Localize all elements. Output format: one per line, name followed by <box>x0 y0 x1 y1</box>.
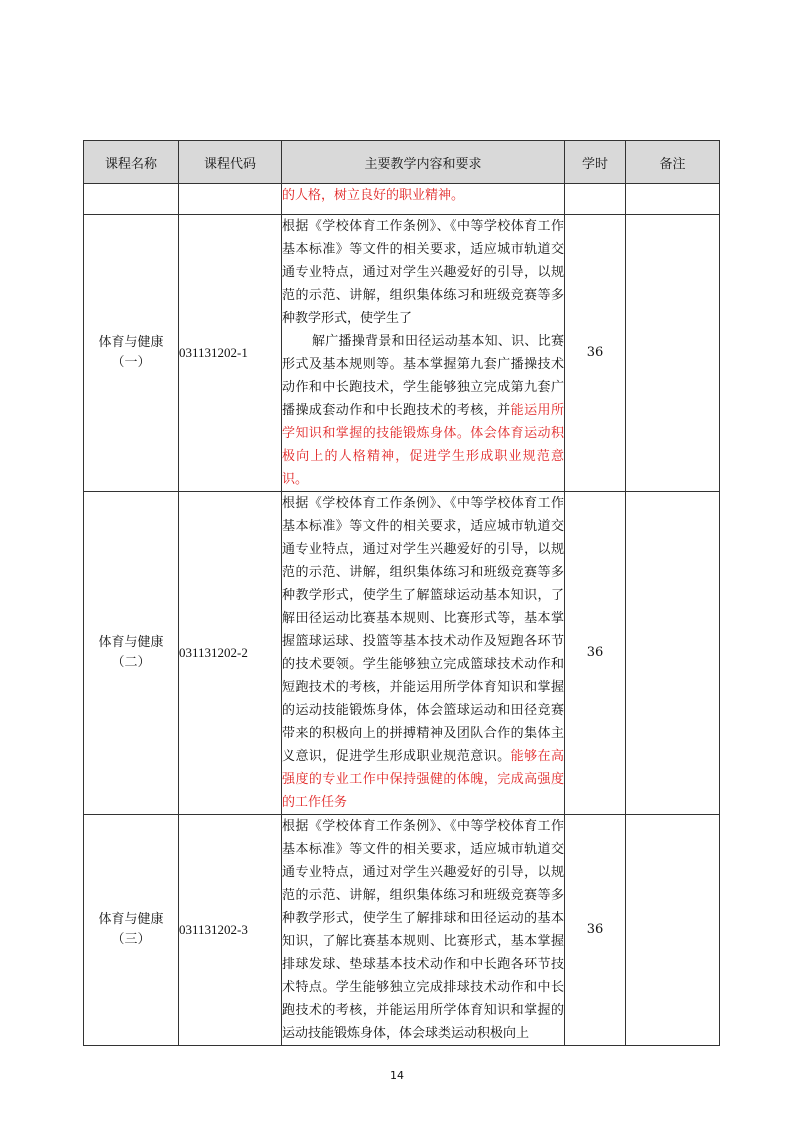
header-hours: 学时 <box>565 141 626 184</box>
header-course-name: 课程名称 <box>84 141 179 184</box>
course-code: 031131202-2 <box>179 492 282 815</box>
continuation-content-cell <box>282 184 565 215</box>
content-red-text: 能运用所学知识和掌握的技能锻炼身体。体会体育运动积极向上的人格精神，促进学生形成职业规范意识。 <box>282 403 564 487</box>
table-row <box>84 815 720 1046</box>
table-row <box>84 215 720 492</box>
course-name: 体育与健康 <box>98 335 164 350</box>
course-code: 031131202-3 <box>179 815 282 1046</box>
course-content <box>282 215 565 492</box>
course-name-suffix: （二） <box>111 655 151 670</box>
continuation-notes-cell <box>626 184 720 215</box>
course-notes <box>626 815 720 1046</box>
course-hours: 36 <box>565 215 626 492</box>
course-notes <box>626 215 720 492</box>
table-row <box>84 492 720 815</box>
course-hours: 36 <box>565 492 626 815</box>
continuation-hours-cell <box>565 184 626 215</box>
course-code: 031131202-1 <box>179 215 282 492</box>
course-name-suffix: （三） <box>111 932 151 947</box>
continuation-row <box>84 184 720 215</box>
course-name: 体育与健康 <box>98 635 164 650</box>
course-name-cell <box>84 492 179 815</box>
continuation-name-cell <box>84 184 179 215</box>
header-course-code: 课程代码 <box>179 141 282 184</box>
course-content <box>282 815 565 1046</box>
course-notes <box>626 492 720 815</box>
content-text-indented: 解广播操背景和田径运动基本知、识、比赛形式及基本规则等。基本掌握第九套广播操技术动作和中长跑技术，学生能够独立完成第九套广播操成套动作和中长跑技术的考核，并能运用所学知识和掌握的技能锻炼身体。体会体育运动积极向上的人格精神，促进学生形成职业规范意识。 <box>282 334 564 487</box>
course-name-suffix: （一） <box>111 355 151 370</box>
content-text: 根据《学校体育工作条例》、《中等学校体育工作基本标准》等文件的相关要求，适应城市轨道交通专业特点，通过对学生兴趣爱好的引导，以规范的示范、讲解，组织集体练习和班级竞赛等多种教学形式，使学生了解篮球运动基本知识，了解田径运动比赛基本规则、比赛形式等，基本掌握篮球运球、投篮等基本技术动作及短跑各环节的技术要领。学生能够独立完成篮球技术动作和短跑技术的考核，并能运用所学体育知识和掌握的运动技能锻炼身体，体会篮球运动和田径竞赛带来的积极向上的拼搏精神及团队合作的集体主义意识，促进学生形成职业规范意识。 <box>282 496 564 764</box>
continuation-red-text: 的人格，树立良好的职业精神。 <box>282 188 465 203</box>
header-content: 主要教学内容和要求 <box>282 141 565 184</box>
page-number: 14 <box>390 1069 404 1082</box>
content-red-text: 能够在高强度的专业工作中保持强健的体魄，完成高强度的工作任务 <box>282 749 564 810</box>
course-content <box>282 492 565 815</box>
course-name: 体育与健康 <box>98 912 164 927</box>
header-notes: 备注 <box>626 141 720 184</box>
content-text: 根据《学校体育工作条例》、《中等学校体育工作基本标准》等文件的相关要求，适应城市轨道交通专业特点，通过对学生兴趣爱好的引导，以规范的示范、讲解，组织集体练习和班级竞赛等多种教学形式，使学生了解排球和田径运动的基本知识，了解比赛基本规则、比赛形式，基本掌握排球发球、垫球基本技术动作和中长跑各环节技术特点。学生能够独立完成排球技术动作和中长跑技术的考核，并能运用所学体育知识和掌握的运动技能锻炼身体，体会球类运动积极向上 <box>282 819 564 1041</box>
course-name-cell <box>84 215 179 492</box>
course-table <box>83 140 720 1046</box>
continuation-code-cell <box>179 184 282 215</box>
content-text: 根据《学校体育工作条例》、《中等学校体育工作基本标准》等文件的相关要求，适应城市轨道交通专业特点，通过对学生兴趣爱好的引导，以规范的示范、讲解，组织集体练习和班级竞赛等多种教学形式，使学生了 <box>282 219 564 326</box>
table-header-row <box>84 141 720 184</box>
course-hours: 36 <box>565 815 626 1046</box>
course-name-cell <box>84 815 179 1046</box>
